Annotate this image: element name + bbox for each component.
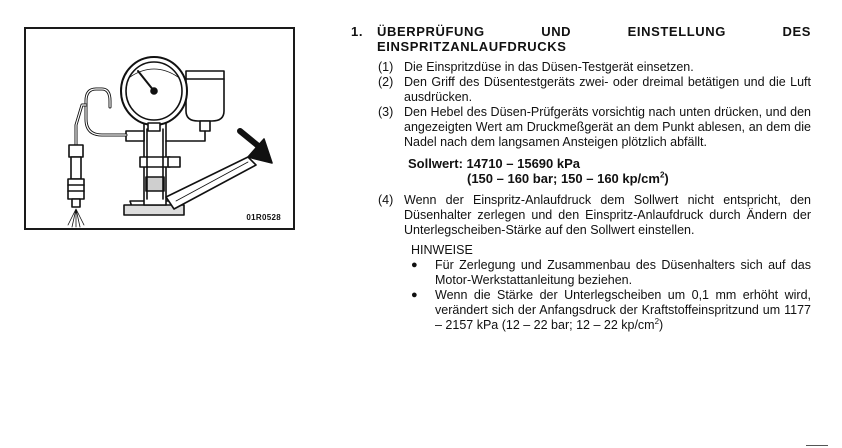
step-number: (4) bbox=[378, 193, 394, 207]
step-text: Wenn der Einspritz-Anlaufdruck dem Sollwert nicht entspricht, den Düsenhalter zerlegen und den Einspritz-Anlaufdruck durch Ändern der Unterlegscheiben-Stärke auf den Sollwert einstellen. bbox=[404, 193, 811, 237]
note-2 bbox=[411, 288, 811, 333]
step-number: (1) bbox=[378, 60, 394, 74]
nozzle-tester-illustration bbox=[24, 27, 295, 230]
step-text: Die Einspritzdüse in das Düsen-Testgerät einsetzen. bbox=[404, 60, 694, 74]
step-3 bbox=[378, 105, 811, 150]
note-text: Für Zerlegung und Zusammenbau des Düsenhalters sich auf das Motor-Werkstattanleitung beziehen. bbox=[435, 258, 811, 287]
step-text: Den Griff des Düsentestgeräts zwei- oder dreimal betätigen und die Luft ausdrücken. bbox=[404, 75, 811, 104]
step-number: (2) bbox=[378, 75, 394, 89]
procedure-text bbox=[351, 24, 811, 333]
step-1 bbox=[378, 60, 811, 75]
step-text: Den Hebel des Düsen-Prüfgeräts vorsichtig nach unten drücken, und den angezeigten Wert am Druckmeßgerät an dem Punkt ablesen, an dem die Nadel nach dem langsamen Ansteigen plötzlich abfällt. bbox=[404, 105, 811, 149]
note-2-text: Wenn die Stärke der Unterlegscheiben um 0,1 mm erhöht wird, verändert sich der Anfangsdruck der Kraftstoffeinspritzund um 1177 – 2157 kPa (12 – 22 bar; 12 – 22 kp/cm bbox=[435, 288, 811, 332]
spec-bar-close: ) bbox=[664, 171, 669, 186]
step-number: (3) bbox=[378, 105, 394, 119]
bullet-icon: ● bbox=[411, 289, 418, 301]
step-2 bbox=[378, 75, 811, 105]
section-number: 1. bbox=[351, 24, 364, 39]
spec-line-bar bbox=[467, 171, 811, 186]
note-2-close: ) bbox=[659, 318, 664, 332]
figure-label: 01R0528 bbox=[246, 213, 281, 222]
step-4 bbox=[378, 193, 811, 238]
note-2-sup: 2 bbox=[654, 316, 660, 326]
section-heading bbox=[351, 24, 811, 54]
spec-bar-sup: 2 bbox=[659, 170, 665, 180]
note-1 bbox=[411, 258, 811, 288]
note-text bbox=[435, 288, 811, 333]
notes-title: HINWEISE bbox=[411, 243, 473, 257]
nozzle-tester-drawing bbox=[26, 29, 293, 228]
spec-line-kpa: Sollwert: 14710 – 15690 kPa bbox=[408, 156, 581, 171]
spec-bar-text: (150 – 160 bar; 150 – 160 kp/cm bbox=[467, 171, 660, 186]
specification-value bbox=[408, 156, 811, 186]
bullet-icon: ● bbox=[411, 259, 418, 271]
page-edge-mark bbox=[806, 445, 828, 446]
section-title: ÜBERPRÜFUNG UND EINSTELLUNG DES EINSPRITZANLAUFDRUCKS bbox=[377, 24, 811, 54]
